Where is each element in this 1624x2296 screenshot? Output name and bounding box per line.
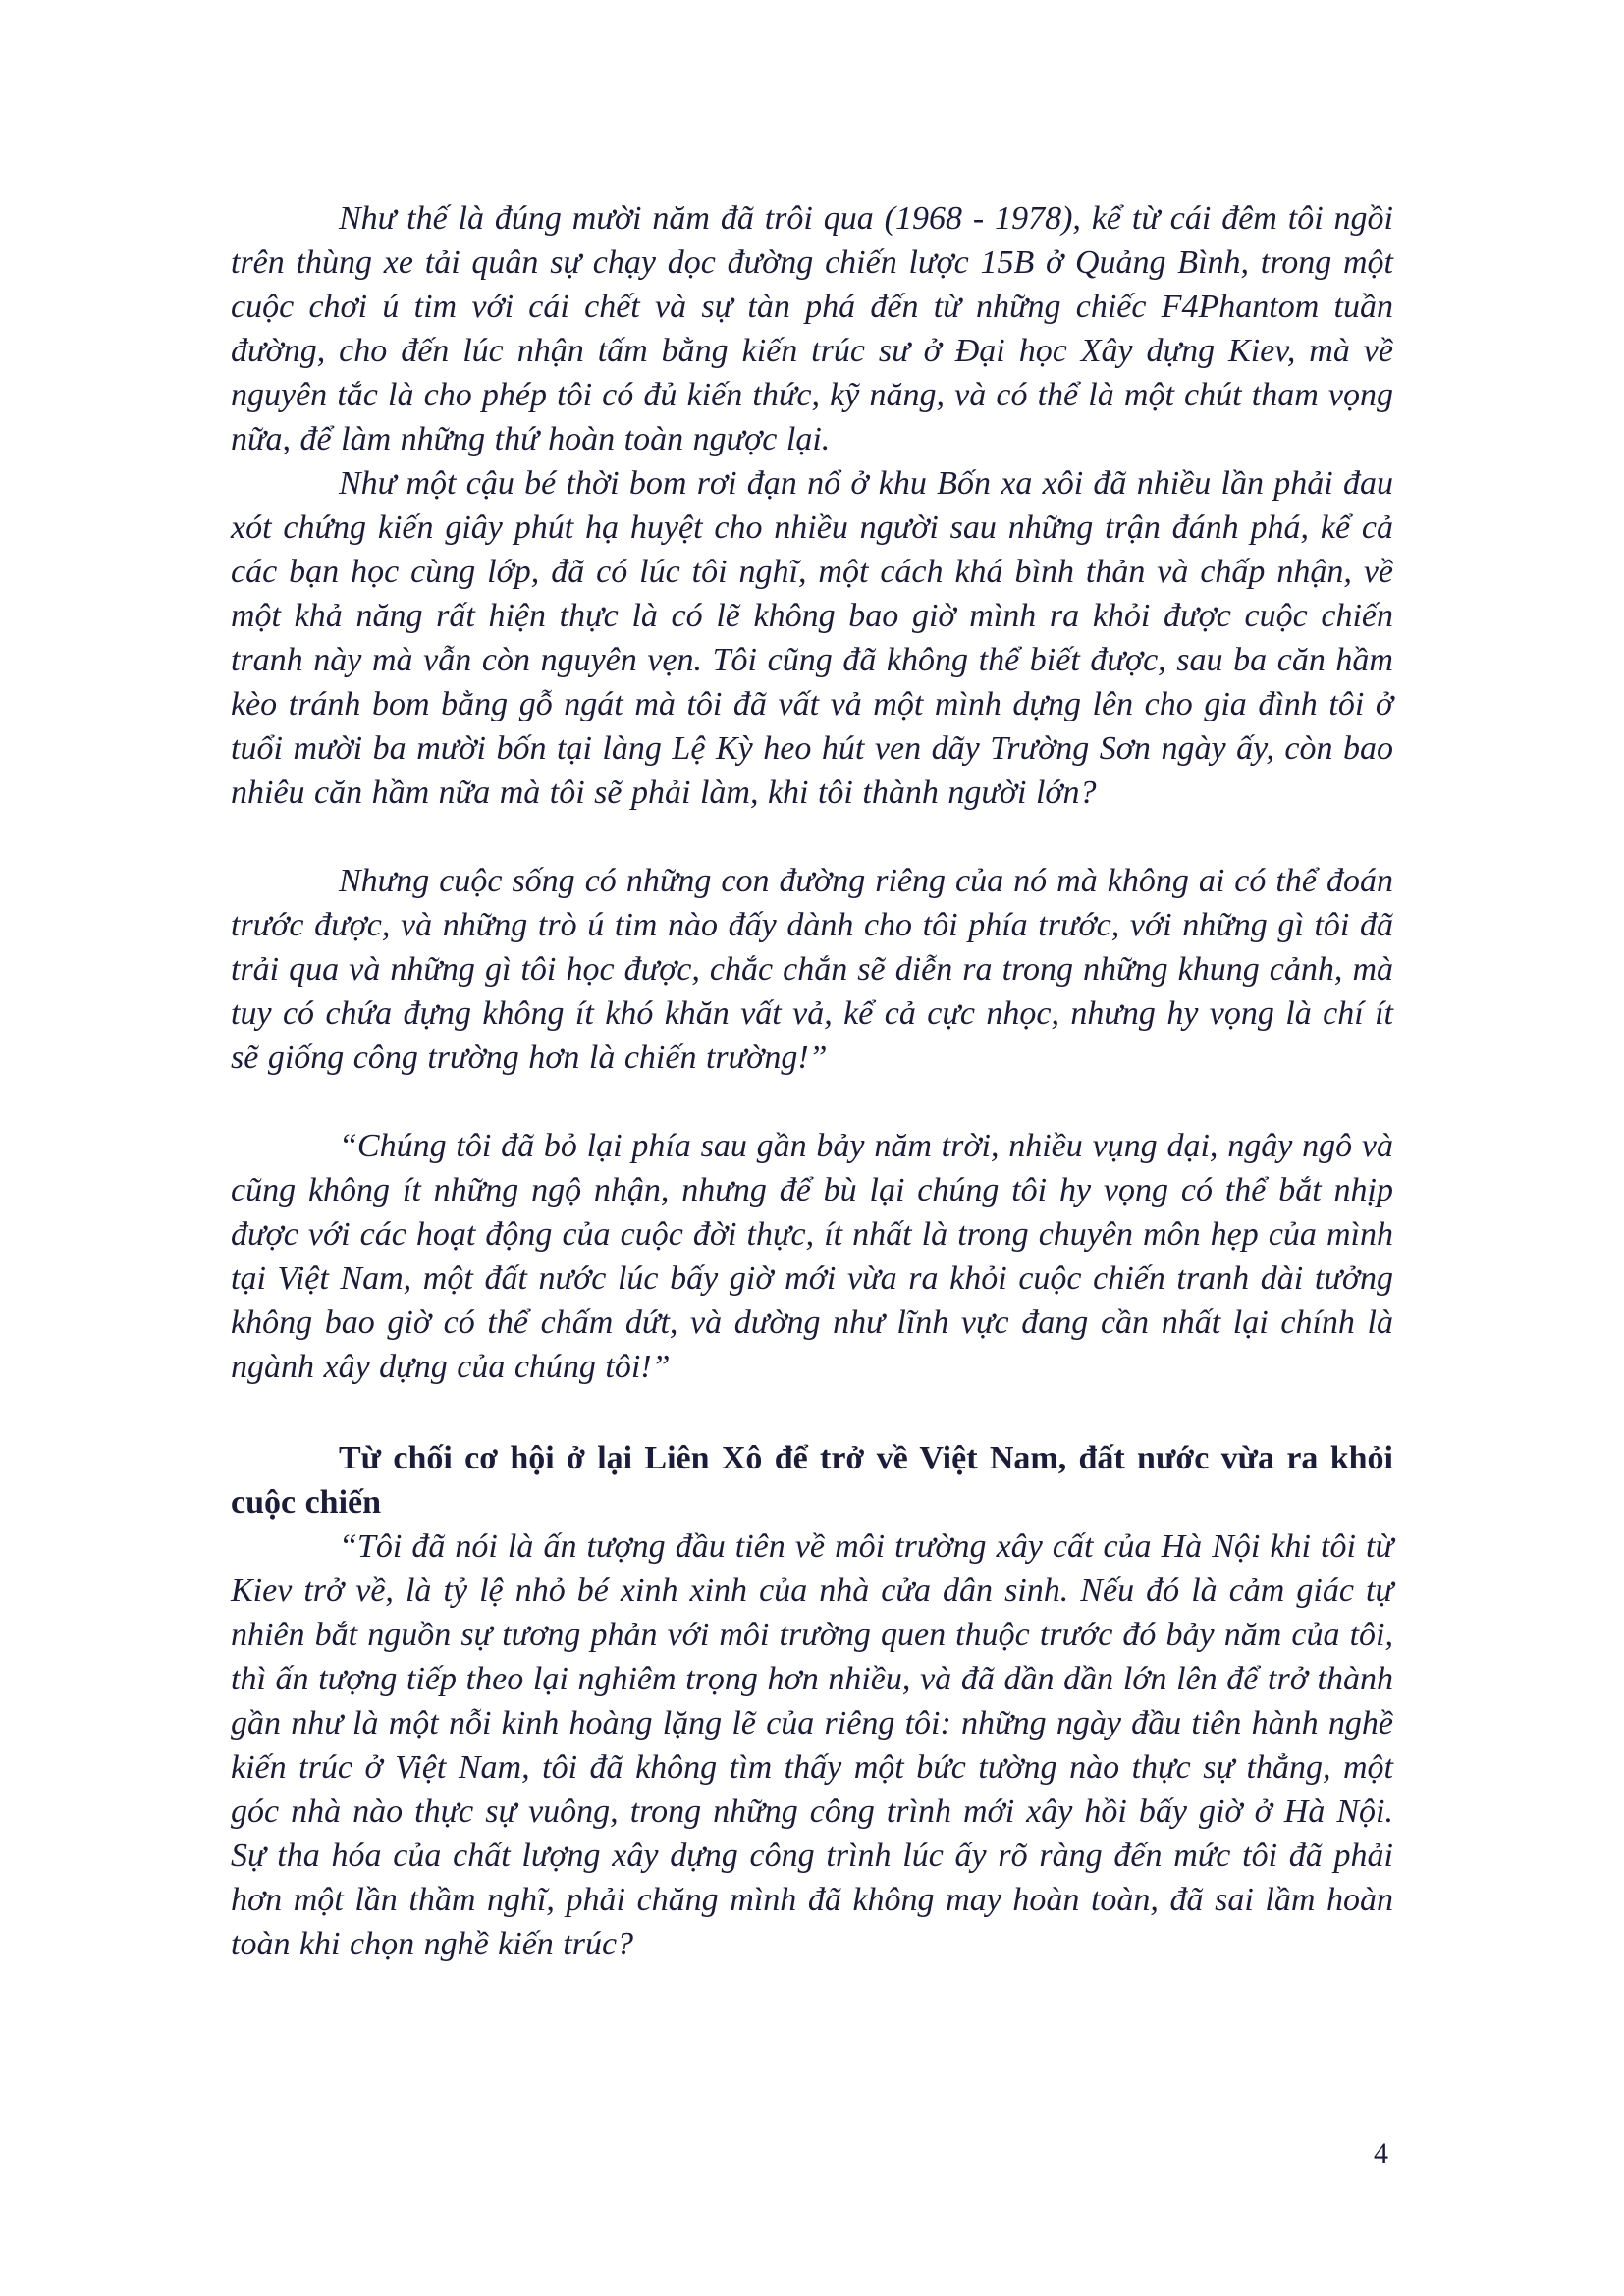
- section-heading: Từ chối cơ hội ở lại Liên Xô để trở về Việt Nam, đất nước vừa ra khỏi cuộc chiến: [231, 1440, 1393, 1521]
- paragraph-2: Như một cậu bé thời bom rơi đạn nổ ở khu Bốn xa xôi đã nhiều lần phải đau xót chứng kiến giây phút hạ huyệt cho nhiều người sau những trận đánh phá, kể cả các bạn học cùng lớp, đã có lúc tôi nghĩ, một cách khá bình thản và chấp nhận, về một khả năng rất hiện thực là có lẽ không bao giờ mình ra khỏi được cuộc chiến tranh này mà vẫn còn nguyên vẹn. Tôi cũng đã không thể biết được, sau ba căn hầm kèo tránh bom bằng gỗ ngát mà tôi đã vất vả một mình dựng lên cho gia đình tôi ở tuổi mười ba mười bốn tại làng Lệ Kỳ heo hút ven dãy Trường Sơn ngày ấy, còn bao nhiêu căn hầm nữa mà tôi sẽ phải làm, khi tôi thành người lớn?: [231, 465, 1393, 811]
- paragraph-5: “Tôi đã nói là ấn tượng đầu tiên về môi trường xây cất của Hà Nội khi tôi từ Kiev trở về, là tỷ lệ nhỏ bé xinh xinh của nhà cửa dân sinh. Nếu đó là cảm giác tự nhiên bắt nguồn sự tương phản với môi trường quen thuộc trước đó bảy năm của tôi, thì ấn tượng tiếp theo lại nghiêm trọng hơn nhiều, và đã dần dần lớn lên để trở thành gần như là một nỗi kinh hoàng lặng lẽ của riêng tôi: những ngày đầu tiên hành nghề kiến trúc ở Việt Nam, tôi đã không tìm thấy một bức tường nào thực sự thẳng, một góc nhà nào thực sự vuông, trong những công trình mới xây hồi bấy giờ ở Hà Nội. Sự tha hóa của chất lượng xây dựng công trình lúc ấy rõ ràng đến mức tôi đã phải hơn một lần thầm nghĩ, phải chăng mình đã không may hoàn toàn, đã sai lầm hoàn toàn khi chọn nghề kiến trúc?: [231, 1528, 1393, 1962]
- paragraph-4: “Chúng tôi đã bỏ lại phía sau gần bảy năm trời, nhiều vụng dại, ngây ngô và cũng không ít những ngộ nhận, nhưng để bù lại chúng tôi hy vọng có thể bắt nhịp được với các hoạt động của cuộc đời thực, ít nhất là trong chuyên môn hẹp của mình tại Việt Nam, một đất nước lúc bấy giờ mới vừa ra khỏi cuộc chiến tranh dài tưởng không bao giờ có thể chấm dứt, và dường như lĩnh vực đang cần nhất lại chính là ngành xây dựng của chúng tôi!”: [231, 1128, 1393, 1385]
- paragraph-1: Như thế là đúng mười năm đã trôi qua (1968 - 1978), kể từ cái đêm tôi ngồi trên thùng xe tải quân sự chạy dọc đường chiến lược 15B ở Quảng Bình, trong một cuộc chơi ú tim với cái chết và sự tàn phá đến từ những chiếc F4Phantom tuần đường, cho đến lúc nhận tấm bằng kiến trúc sư ở Đại học Xây dựng Kiev, mà về nguyên tắc là cho phép tôi có đủ kiến thức, kỹ năng, và có thể là một chút tham vọng nữa, để làm những thứ hoàn toàn ngược lại.: [231, 200, 1393, 457]
- paragraph-3: Nhưng cuộc sống có những con đường riêng của nó mà không ai có thể đoán trước được, và những trò ú tim nào đấy dành cho tôi phía trước, với những gì tôi đã trải qua và những gì tôi học được, chắc chắn sẽ diễn ra trong những khung cảnh, mà tuy có chứa đựng không ít khó khăn vất vả, kể cả cực nhọc, nhưng hy vọng là chí ít sẽ giống công trường hơn là chiến trường!”: [231, 863, 1393, 1076]
- page-number: 4: [1374, 2137, 1388, 2169]
